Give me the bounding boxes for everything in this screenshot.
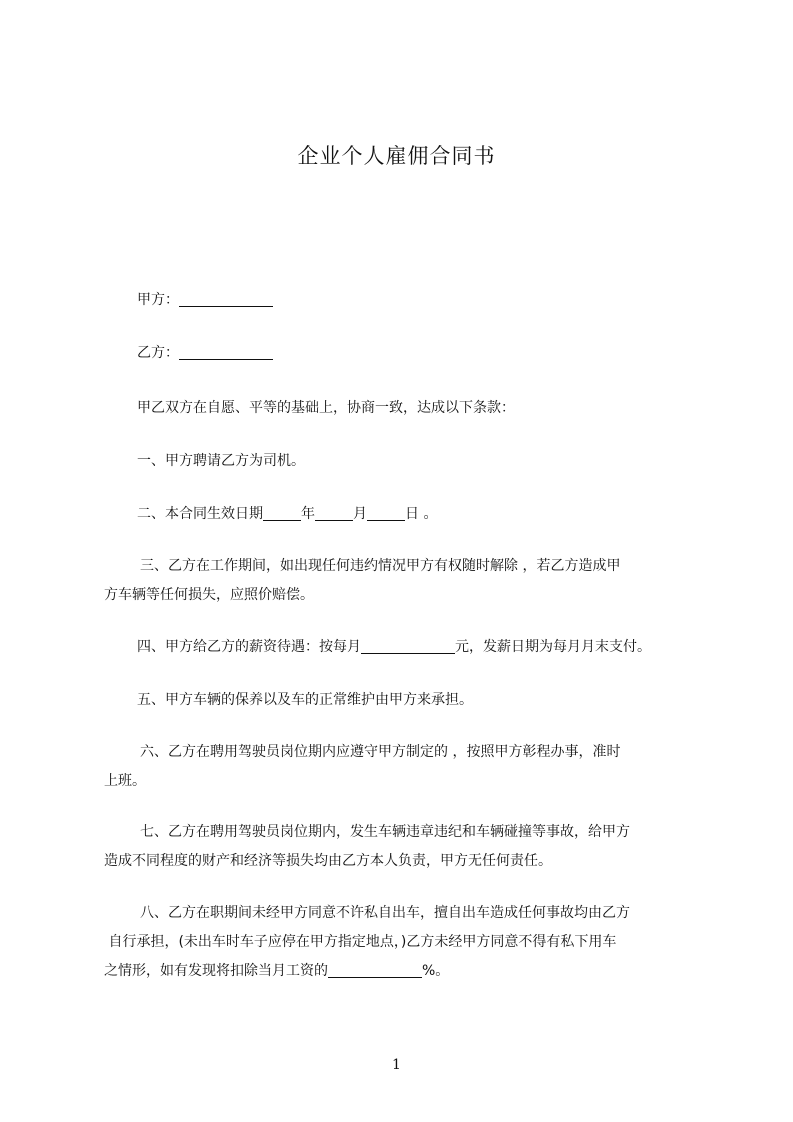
clause-5-text: 五、甲方车辆的保养以及车的正常维护由甲方来承担。: [137, 692, 473, 708]
clause-3-line-2: 方车辆等任何损失，应照价赔偿。: [104, 587, 314, 603]
clause-4-suffix: 元，发薪日期为每月月末支付。: [455, 639, 651, 655]
party-a-blank: [179, 290, 273, 307]
party-b-label: 乙方：: [137, 345, 179, 361]
salary-blank: [361, 637, 455, 654]
clause-3: [104, 552, 710, 610]
deduction-percent-blank: [328, 961, 422, 978]
party-b-blank: [179, 343, 273, 360]
party-b-line: [104, 339, 710, 368]
clause-4-prefix: 四、甲方给乙方的薪资待遇：按每月: [137, 639, 361, 655]
clause-8-line-3-prefix: 之情形，如有发现将扣除当月工资的: [104, 963, 328, 979]
day-blank: [367, 504, 405, 521]
intro-paragraph: [104, 394, 710, 423]
clause-8-line-1: 八、乙方在职期间未经甲方同意不许私自出车，擅自出车造成任何事故均由乙方: [140, 905, 630, 921]
clause-3-line-1: 三、乙方在工作期间，如出现任何违约情况甲方有权随时解除 ，若乙方造成甲: [140, 558, 621, 574]
clause-1: [104, 447, 710, 476]
clause-2: [104, 500, 710, 529]
month-blank: [315, 504, 353, 521]
clause-6: [104, 738, 710, 796]
page-number: 1: [392, 1057, 401, 1073]
clause-2-day: 日 。: [405, 506, 438, 522]
document-title: 企业个人雇佣合同书: [297, 144, 496, 168]
clause-4: [104, 633, 710, 662]
clause-2-year: 年: [301, 506, 315, 522]
clause-8-line-2: 自行承担，(未出车时车子应停在甲方指定地点，)乙方未经甲方同意不得有私下用车: [104, 934, 617, 950]
clause-2-prefix: 二、本合同生效日期: [137, 506, 263, 522]
clause-7-line-2: 造成不同程度的财产和经济等损失均由乙方本人负责，甲方无任何责任。: [104, 853, 552, 869]
clause-5: [104, 686, 710, 715]
clause-7: [104, 818, 710, 876]
intro-text: 甲乙双方在自愿、平等的基础上，协商一致，达成以下条款：: [137, 400, 515, 416]
party-a-label: 甲方：: [137, 292, 179, 308]
clause-1-text: 一、甲方聘请乙方为司机。: [137, 453, 305, 469]
clause-8-line-3-suffix: %。: [422, 963, 450, 979]
clause-6-line-1: 六、乙方在聘用驾驶员岗位期内应遵守甲方制定的 ，按照甲方彰程办事，准时: [140, 744, 621, 760]
clause-2-month: 月: [353, 506, 367, 522]
year-blank: [263, 504, 301, 521]
party-a-line: [104, 286, 710, 315]
clause-8: [104, 899, 710, 986]
clause-6-line-2: 上班。: [104, 773, 146, 789]
clause-7-line-1: 七、乙方在聘用驾驶员岗位期内，发生车辆违章违纪和车辆碰撞等事故，给甲方: [140, 824, 630, 840]
